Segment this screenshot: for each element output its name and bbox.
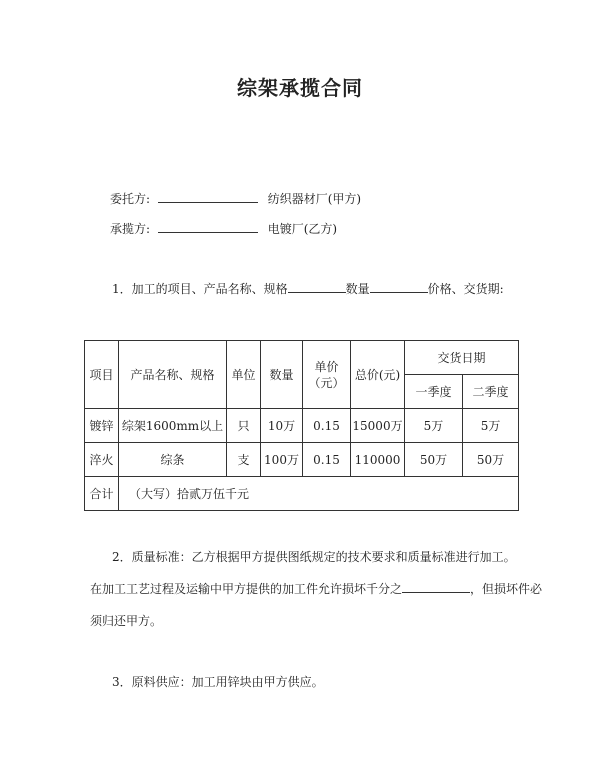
cell-quantity: 10万 xyxy=(261,409,303,443)
clause1-part-b: 数量 xyxy=(345,282,370,296)
cell-item: 淬火 xyxy=(85,443,119,477)
cell-total-value: （大写）拾贰万伍千元 xyxy=(119,477,519,511)
clause1-part-a: 1．加工的项目、产品名称、规格 xyxy=(112,282,288,296)
table-row xyxy=(85,409,519,443)
client-name: 纺织器材厂(甲方) xyxy=(267,192,362,206)
clause2-line2-b: ，但损坏件必 xyxy=(470,582,543,596)
table-header-row xyxy=(85,341,519,375)
cell-product: 综条 xyxy=(119,443,227,477)
client-label: 委托方: xyxy=(110,192,151,206)
client-blank xyxy=(158,191,258,203)
table-total-row xyxy=(85,477,519,511)
header-delivery: 交货日期 xyxy=(405,341,519,375)
header-q1: 一季度 xyxy=(405,375,463,409)
header-q2: 二季度 xyxy=(463,375,519,409)
clause2-line2-a: 在加工工艺过程及运输中甲方提供的加工件允许损坏千分之 xyxy=(90,582,403,596)
cell-unit: 支 xyxy=(227,443,261,477)
cell-unit: 只 xyxy=(227,409,261,443)
cell-total: 110000 xyxy=(351,443,405,477)
clause1-line xyxy=(112,280,504,297)
contractor-line xyxy=(110,220,337,237)
cell-q1: 5万 xyxy=(405,409,463,443)
clause2-line3: 须归还甲方。 xyxy=(90,614,163,628)
spec-blank xyxy=(288,281,346,293)
header-total: 总价(元) xyxy=(351,341,405,409)
contract-table xyxy=(84,340,519,511)
cell-unit-price: 0.15 xyxy=(303,443,351,477)
cell-product: 综架1600mm以上 xyxy=(119,409,227,443)
header-product: 产品名称、规格 xyxy=(119,341,227,409)
clause3-line1: 3．原料供应：加工用锌块由甲方供应。 xyxy=(112,675,324,689)
clause2-line2 xyxy=(90,580,542,597)
cell-quantity: 100万 xyxy=(261,443,303,477)
quantity-blank xyxy=(370,281,428,293)
document-title: 综架承揽合同 xyxy=(237,76,363,100)
client-line xyxy=(110,190,361,207)
damage-rate-blank xyxy=(402,581,470,593)
header-item: 项目 xyxy=(85,341,119,409)
cell-total-label: 合计 xyxy=(85,477,119,511)
cell-q1: 50万 xyxy=(405,443,463,477)
header-unit: 单位 xyxy=(227,341,261,409)
contractor-blank xyxy=(158,221,258,233)
table-row xyxy=(85,443,519,477)
cell-q2: 50万 xyxy=(463,443,519,477)
contractor-name: 电镀厂(乙方) xyxy=(267,222,338,236)
cell-q2: 5万 xyxy=(463,409,519,443)
cell-item: 镀锌 xyxy=(85,409,119,443)
contractor-label: 承揽方: xyxy=(110,222,151,236)
clause2-line1: 2．质量标准：乙方根据甲方提供图纸规定的技术要求和质量标准进行加工。 xyxy=(112,550,516,564)
cell-unit-price: 0.15 xyxy=(303,409,351,443)
header-quantity: 数量 xyxy=(261,341,303,409)
cell-total: 15000万 xyxy=(351,409,405,443)
clause1-part-c: 价格、交货期: xyxy=(427,282,504,296)
header-unit-price: 单价（元） xyxy=(303,341,351,409)
